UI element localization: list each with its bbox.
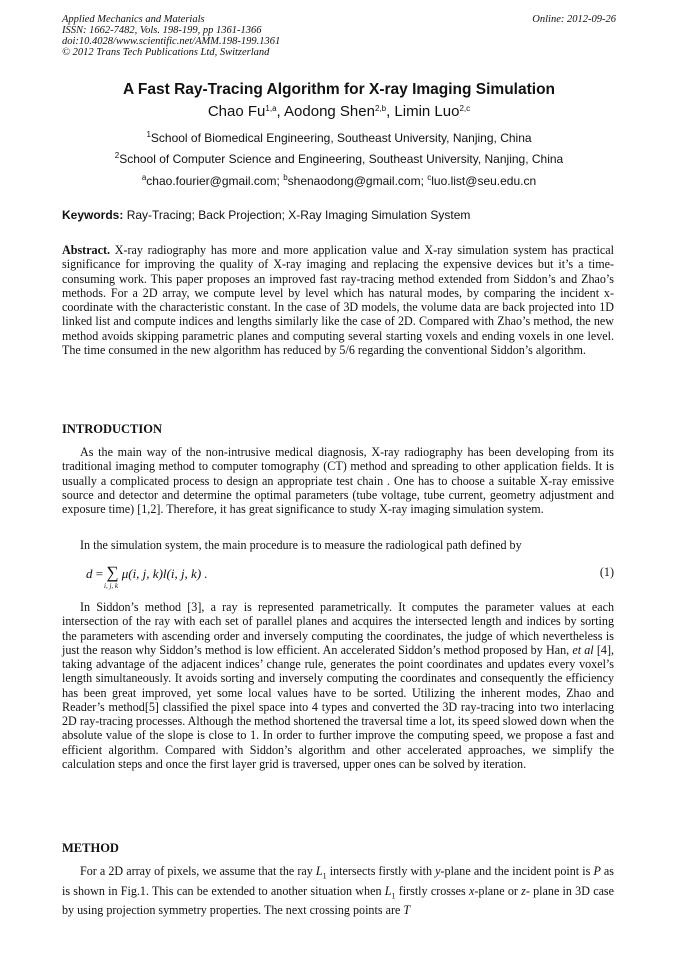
email-line <box>0 174 678 188</box>
affiliation-1 <box>0 131 678 145</box>
aff-text: School of Biomedical Engineering, Southeast University, Nanjing, China <box>150 131 532 145</box>
email-sup: c <box>427 173 432 182</box>
author-name: Limin Luo <box>394 103 460 120</box>
method-symbol: L <box>384 883 392 898</box>
author-sup: 1,a <box>265 104 277 113</box>
intro-paragraph-2: In the simulation system, the main procedure is to measure the radiological path defined by <box>80 538 522 552</box>
equation-1 <box>62 563 614 593</box>
doi-line: doi:10.4028/www.scientific.net/AMM.198-199.1361 <box>62 36 281 47</box>
keywords-text: Ray-Tracing; Back Projection; X-Ray Imaging Simulation System <box>123 208 471 222</box>
method-symbol: z <box>521 883 526 898</box>
author-list: Chao Fu$^{1,a}$, Aodong Shen$^{2,b}$, Limin Luo$^{2,c}$ <box>207 103 471 120</box>
abstract-paragraph <box>62 243 614 357</box>
method-subscript: 1 <box>322 871 327 881</box>
author-name: Chao Fu <box>207 103 266 120</box>
equation-number: (1) <box>599 565 614 579</box>
journal-header <box>62 14 280 58</box>
method-heading: METHOD <box>62 841 119 855</box>
method-text: intersects firstly with <box>326 864 436 878</box>
intro-paragraph-3 <box>62 600 614 771</box>
method-symbol: x <box>469 883 475 898</box>
method-symbol: T <box>403 903 411 918</box>
method-text: -plane or <box>474 883 522 898</box>
method-subscript: 1 <box>391 891 396 901</box>
keywords-label: Keywords: <box>62 208 124 222</box>
equation-body <box>86 563 208 583</box>
introduction-heading: INTRODUCTION <box>62 422 163 436</box>
p3-etal: et al <box>572 642 594 657</box>
method-text: as is shown in Fig.1. This can be extended to another situation when <box>62 864 615 898</box>
issn-line: ISSN: 1662-7482, Vols. 198-199, pp 1361-1366 <box>62 25 262 36</box>
affiliation-2 <box>0 152 678 166</box>
p3-text-b: [4], taking advantage of the adjacent indices’ change rule, generates the point coordinates and updates every voxel’s length simultaneously. It avoids sorting and inversely computing the coordinates and consequently the efficiency has been great improved, yet some local values have to be sorted. Utilizing the inherent modes, Zhao and Reader’s method[5] classified the pixel space into 4 types and converted the 3D ray-tracing into two interlacing 2D ray-tracing processes. Although the method shortened the traversal time a lot, its speed slowed down when the absolute value of the slope is close to 1. In order to further improve the computing speed, we propose a fast and efficient algorithm. Compared with Siddon’s algorithm and other accelerated approaches, we simplify the calculation steps and once the first layer grid is traversed, upper ones can be solved by iteration. <box>62 642 614 771</box>
p3-text-a: In Siddon’s method [3], a ray is represented parametrically. It computes the parameter values at each intersection of the ray with each set of parallel planes and acquires the intersected length and indices by sorting the parameters with ascending order and inversely computing the coordinates, the judge of which nevertheless is just the reason why Siddon’s method is low efficient. An accelerated Siddon’s method proposed by Han, <box>62 600 614 657</box>
aff-text: School of Computer Science and Engineering, Southeast University, Nanjing, China <box>119 152 564 166</box>
eq-equals: = <box>92 566 107 581</box>
author-sup: 2,b <box>374 104 387 113</box>
journal-name: Applied Mechanics and Materials <box>62 14 205 25</box>
method-text: For a 2D array of pixels, we assume that the ray <box>80 864 316 878</box>
intro-paragraph-1: As the main way of the non-intrusive medical diagnosis, X-ray radiography has been developing from its traditional imaging method to computer tomography (CT) method and spreading to other application fields. It is usually a complicated process to design an appropriate test chain . One has to choose a suitable X-ray emissive source and detector and determine the optimal parameters (tube voltage, tube current, geometry adjustment and exposure time) [1,2]. Therefore, it has great significance to study X-ray imaging simulation system. <box>62 445 614 516</box>
method-text: - plane in 3D case by using projection symmetry properties. The next crossing points are <box>62 883 615 918</box>
method-symbol: y <box>435 864 441 878</box>
method-text: -plane and the incident point is <box>440 864 594 878</box>
keywords-line <box>62 208 470 222</box>
email-link: luo.list@seu.edu.cn <box>431 174 537 188</box>
method-text: firstly crosses <box>395 883 469 898</box>
sum-symbol: ∑ <box>106 563 119 582</box>
email-link: chao.fourier@gmail.com; <box>146 174 284 188</box>
paper-title: A Fast Ray-Tracing Algorithm for X-ray Imaging Simulation <box>122 81 556 98</box>
author-name: Aodong Shen <box>284 103 375 120</box>
online-date: Online: 2012-09-26 <box>532 14 616 25</box>
copyright-line: © 2012 Trans Tech Publications Ltd, Switzerland <box>62 47 270 58</box>
email-sup: a <box>141 173 147 182</box>
sum-subscript: i, j, k <box>104 582 118 590</box>
eq-lhs: d <box>86 566 93 581</box>
aff-sup: 2 <box>114 151 120 160</box>
email-link: shenaodong@gmail.com; <box>287 174 428 188</box>
method-symbol: P <box>593 864 601 878</box>
abstract-text: X-ray radiography has more and more application value and X-ray simulation system has practical significance for improving the quality of X-ray imaging and replacing the expensive devices but it’s a time-consuming work. This paper proposes an improved fast ray-tracing method extended from Siddon’s and Zhao’s methods. For a 2D array, we compute level by level which has natural modes, by comparing the incident x-coordinate with the characteristic constant. In the case of 3D models, the volume data are back projected into 1D linked list and compute indices and lengths similarly like the case of 2D. Compared with Zhao’s method, the new method avoids skipping parametric planes and computing several starting voxels and ending voxels in one level. The time consumed in the new algorithm has reduced by 5/6 regarding the conventional Siddon’s algorithm. <box>62 243 614 357</box>
aff-sup: 1 <box>146 130 151 139</box>
eq-rhs: μ(i, j, k)l(i, j, k) . <box>118 566 208 581</box>
email-sup: b <box>283 173 288 182</box>
method-paragraph <box>62 864 614 918</box>
abstract-label: Abstract. <box>62 243 111 257</box>
method-symbol: L <box>315 864 323 878</box>
author-sup: 2,c <box>459 104 471 113</box>
